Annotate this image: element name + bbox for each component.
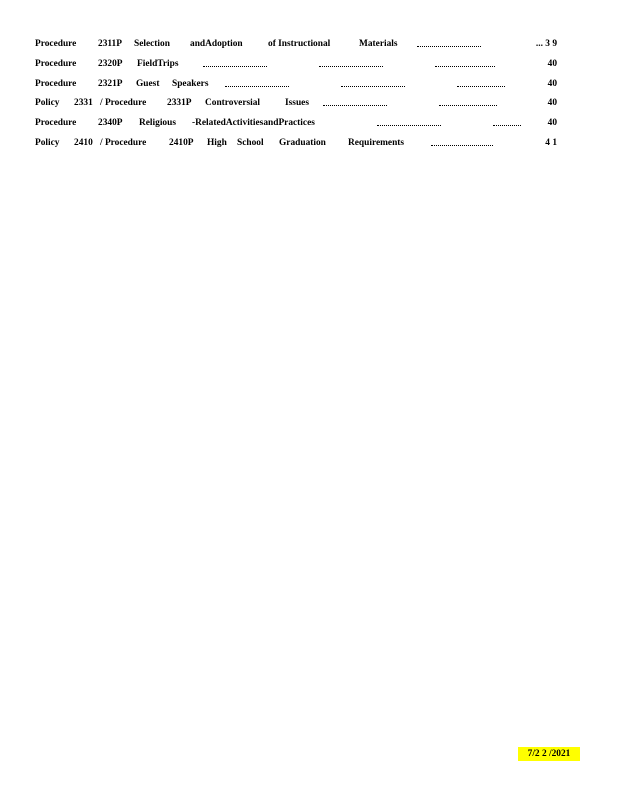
toc-entry-page: 40 xyxy=(547,78,557,89)
toc-entry-type: Procedure xyxy=(35,58,77,69)
toc-entry-type: / Procedure xyxy=(100,98,147,109)
toc-entry-type: / Procedure xyxy=(100,137,147,148)
footer-date-highlight: 7/2 2 /2021 xyxy=(518,747,580,761)
toc-entry-type: Procedure xyxy=(35,118,77,129)
toc-entry-title-word: Issues xyxy=(285,98,309,109)
toc-entry-title-word: School xyxy=(237,137,264,148)
toc-entry-number: 2331P xyxy=(167,98,192,109)
dot-leader xyxy=(439,105,497,106)
toc-entry-number: 2410 xyxy=(74,137,93,148)
toc-entry-page: 40 xyxy=(547,58,557,69)
table-of-contents xyxy=(35,36,557,155)
dot-leader xyxy=(319,66,383,67)
toc-entry-number: 2331 xyxy=(74,98,93,109)
dot-leader xyxy=(435,66,495,67)
toc-entry-title-word: FieldTrips xyxy=(137,58,179,69)
toc-entry-title-word: andAdoption xyxy=(190,39,243,49)
dot-leader xyxy=(225,86,289,87)
toc-entry-type: Procedure xyxy=(35,78,77,89)
dot-leader xyxy=(323,105,387,106)
toc-entry-title-word: Selection xyxy=(134,39,170,49)
toc-entry-type: Policy xyxy=(35,98,60,109)
toc-entry-number: 2311P xyxy=(98,39,122,49)
toc-entry-type: Policy xyxy=(35,137,60,148)
toc-entry-title-word: Speakers xyxy=(172,78,209,89)
toc-entry[interactable] xyxy=(35,76,557,96)
dot-leader xyxy=(431,145,493,146)
toc-entry[interactable] xyxy=(35,135,557,155)
toc-entry-title-word: Religious xyxy=(139,118,176,129)
toc-entry-title-word: Materials xyxy=(359,39,398,49)
toc-entry-title-word: High xyxy=(207,137,227,148)
toc-entry-number: 2340P xyxy=(98,118,123,129)
dot-leader xyxy=(377,125,441,126)
toc-entry[interactable] xyxy=(35,56,557,76)
dot-leader xyxy=(457,86,505,87)
toc-entry-page: 4 1 xyxy=(545,137,557,148)
toc-entry-type: Procedure xyxy=(35,39,77,49)
toc-entry-title-word: Controversial xyxy=(205,98,261,109)
toc-entry-number: 2321P xyxy=(98,78,123,89)
toc-entry-title-word: Guest xyxy=(136,78,160,89)
toc-entry[interactable] xyxy=(35,95,557,115)
toc-entry-title-word: Requirements xyxy=(348,137,405,148)
toc-entry[interactable] xyxy=(35,115,557,135)
dot-leader xyxy=(203,66,267,67)
toc-entry[interactable] xyxy=(35,36,557,56)
toc-entry-number: 2410P xyxy=(169,137,194,148)
toc-entry-title-word: Graduation xyxy=(279,137,326,148)
toc-entry-title-word: -RelatedActivitiesandPractices xyxy=(192,118,315,129)
dot-leader xyxy=(341,86,405,87)
toc-entry-page: 40 xyxy=(547,118,557,129)
toc-entry-page: ... 3 9 xyxy=(535,39,557,49)
dot-leader xyxy=(493,125,521,126)
toc-entry-title-word: of Instructional xyxy=(268,39,331,49)
toc-entry-number: 2320P xyxy=(98,58,123,69)
dot-leader xyxy=(417,46,481,47)
toc-entry-page: 40 xyxy=(547,98,557,109)
